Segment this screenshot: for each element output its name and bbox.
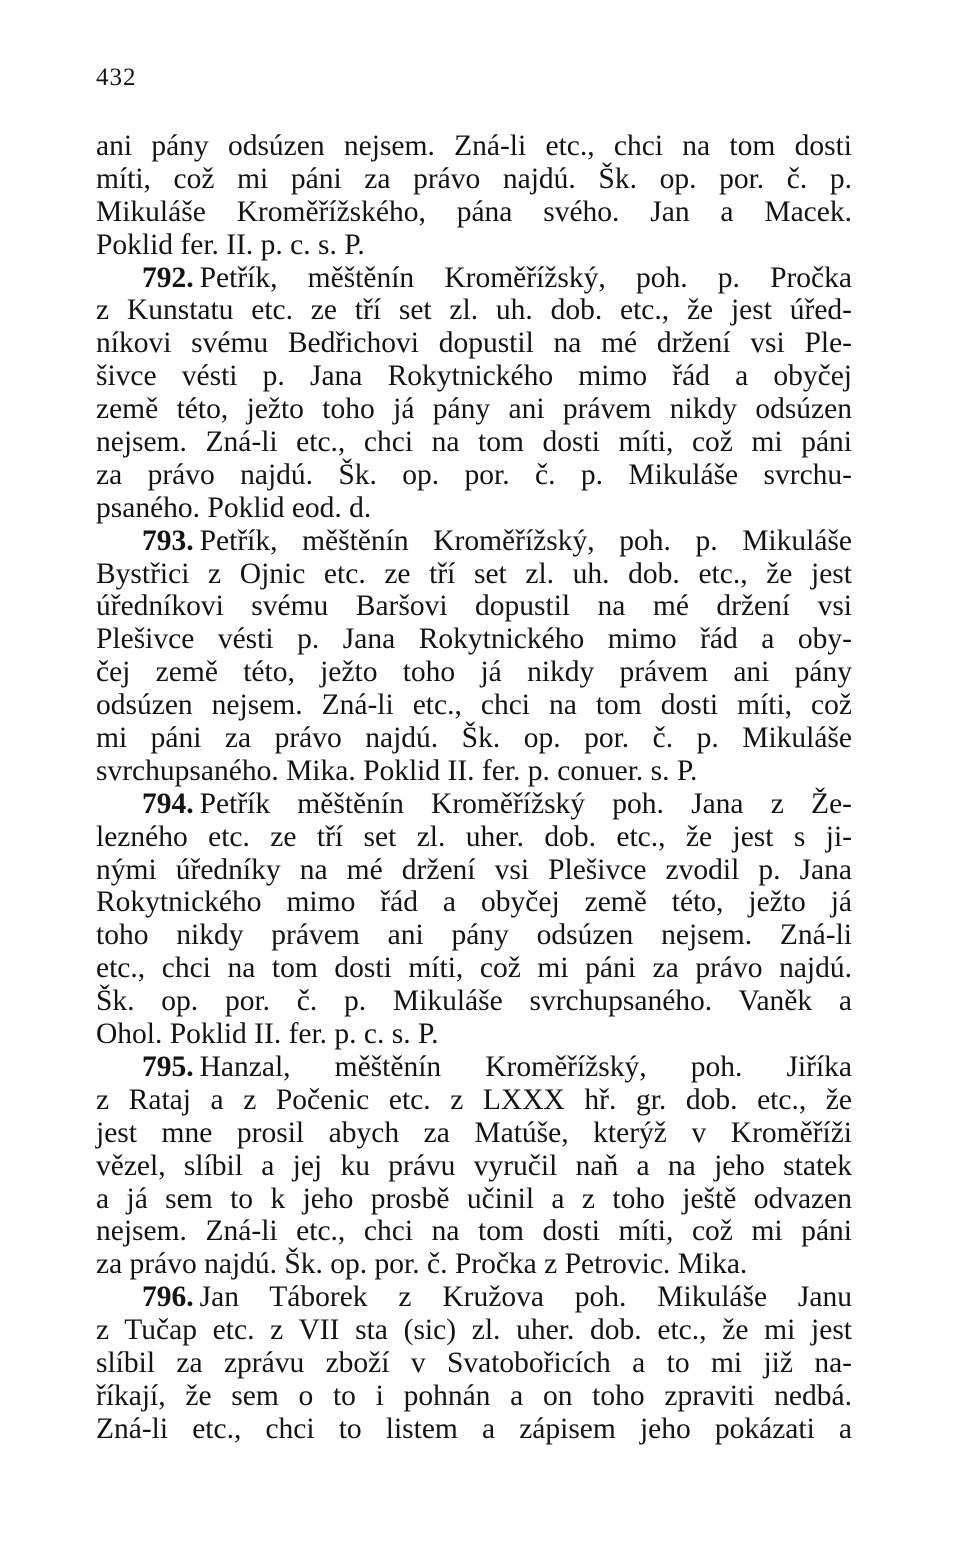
text-line [96, 1248, 852, 1281]
line-text: Hanzal, měštěnín Kroměřížský, poh. Jiříka [199, 1050, 852, 1083]
text-line [96, 623, 852, 656]
text-line [96, 1215, 852, 1248]
line-text: ani pány odsúzen nejsem. Zná-li etc., chci na tom dosti [96, 130, 852, 162]
text-line [96, 459, 852, 492]
line-text: slíbil za zprávu zboží v Svatobořicích a to mi již na- [96, 1346, 852, 1379]
text-line [96, 656, 852, 689]
entry-number: 792. [142, 261, 194, 294]
line-text: svrchupsaného. Mika. Poklid II. fer. p. conuer. s. P. [96, 754, 698, 787]
text-line [96, 360, 852, 393]
line-text: jest mne prosil abych za Matúše, kterýž v Kroměříži [96, 1116, 852, 1149]
text-line [96, 1084, 852, 1117]
text-line [96, 229, 852, 262]
entry-number: 795. [142, 1050, 194, 1083]
line-text: toho nikdy právem ani pány odsúzen nejsem. Zná-li [96, 919, 852, 952]
text-line [96, 1314, 852, 1347]
text-line [96, 492, 852, 525]
entry-start-line [96, 788, 852, 821]
line-text: nými úředníky na mé držení vsi Plešivce zvodil p. Jana [96, 853, 852, 886]
line-text: z Kunstatu etc. ze tří set zl. uh. dob. etc., že jest úřed- [96, 294, 852, 327]
line-text: Mikuláše Kroměřížského, pána svého. Jan a Macek. [96, 195, 852, 228]
line-text: lezného etc. ze tří set zl. uher. dob. etc., že jest s ji- [96, 820, 852, 853]
line-text: za právo najdú. Šk. op. por. č. p. Mikuláše svrchu- [96, 458, 852, 491]
text-line [96, 1183, 852, 1216]
line-text: Jan Táborek z Kružova poh. Mikuláše Janu [199, 1281, 852, 1314]
text-line [96, 1347, 852, 1380]
text-line [96, 854, 852, 887]
line-text: mi páni za právo najdú. Šk. op. por. č. p. Mikuláše [96, 722, 852, 755]
line-text: Poklid fer. II. p. c. s. P. [96, 228, 365, 261]
line-text: Petřík, měštěnín Kroměřížský, poh. p. Pročka [199, 261, 852, 294]
line-text: Šk. op. por. č. p. Mikuláše svrchupsaného. Vaněk a [96, 985, 852, 1018]
line-text: Bystřici z Ojnic etc. ze tří set zl. uh. dob. etc., že jest [96, 557, 852, 590]
line-text: vězel, slíbil a jej ku právu vyručil naň a na jeho statek [96, 1149, 852, 1182]
entry-start-line [96, 262, 852, 295]
text-line [96, 294, 852, 327]
line-text: úředníkovi svému Baršovi dopustil na mé držení vsi [96, 590, 852, 623]
line-text: míti, což mi páni za právo najdú. Šk. op. por. č. p. [96, 162, 852, 195]
text-line [96, 163, 852, 196]
text-line [96, 821, 852, 854]
entry-number: 796. [142, 1281, 194, 1314]
text-line [96, 558, 852, 591]
line-text: etc., chci na tom dosti míti, což mi páni za právo najdú. [96, 952, 852, 985]
text-line [96, 327, 852, 360]
line-text: Petřík, měštěnín Kroměřížský, poh. p. Mikuláše [199, 524, 852, 557]
text-line [96, 722, 852, 755]
text-line [96, 1150, 852, 1183]
text-line [96, 886, 852, 919]
line-text: čej země této, ježto toho já nikdy právem ani pány [96, 656, 852, 689]
line-text: z Rataj a z Počenic etc. z LXXX hř. gr. dob. etc., že [96, 1083, 852, 1116]
line-text: říkají, že sem o to i pohnán a on toho zpraviti nedbá. [96, 1379, 852, 1412]
text-line [96, 952, 852, 985]
text-line [96, 689, 852, 722]
line-text: Petřík měštěnín Kroměřížský poh. Jana z Že- [199, 787, 852, 820]
line-text: z Tučap etc. z VII sta (sic) zl. uher. dob. etc., že mi jest [96, 1314, 852, 1347]
line-text: psaného. Poklid eod. d. [96, 491, 372, 524]
entry-number: 794. [142, 787, 194, 820]
line-text: níkovi svému Bedřichovi dopustil na mé držení vsi Ple- [96, 327, 852, 360]
text-line [96, 1018, 852, 1051]
text-line [96, 393, 852, 426]
text-line [96, 1117, 852, 1150]
line-text: Ohol. Poklid II. fer. p. c. s. P. [96, 1018, 439, 1051]
line-text: šivce vésti p. Jana Rokytnického mimo řád a obyčej [96, 360, 852, 393]
line-text: za právo najdú. Šk. op. por. č. Pročka z Petrovic. Mika. [96, 1248, 748, 1281]
line-text: nejsem. Zná-li etc., chci na tom dosti míti, což mi páni [96, 426, 852, 459]
text-line [96, 985, 852, 1018]
text-line [96, 755, 852, 788]
text-line [96, 919, 852, 952]
text-line [96, 1380, 852, 1413]
page-number: 432 [96, 64, 137, 91]
body-text [96, 130, 852, 1446]
line-text: země této, ježto toho já pány ani právem nikdy odsúzen [96, 393, 852, 426]
text-line [96, 196, 852, 229]
text-line [96, 426, 852, 459]
line-text: a já sem to k jeho prosbě učinil a z toho ještě odvazen [96, 1182, 852, 1215]
text-line [96, 130, 852, 163]
line-text: Zná-li etc., chci to listem a zápisem jeho pokázati a [96, 1412, 852, 1445]
line-text: nejsem. Zná-li etc., chci na tom dosti míti, což mi páni [96, 1215, 852, 1248]
text-line [96, 1413, 852, 1446]
entry-start-line [96, 525, 852, 558]
line-text: Plešivce vésti p. Jana Rokytnického mimo řád a oby- [96, 623, 852, 656]
entry-start-line [96, 1051, 852, 1084]
line-text: Rokytnického mimo řád a obyčej země této, ježto já [96, 886, 852, 919]
text-line [96, 590, 852, 623]
entry-start-line [96, 1281, 852, 1314]
line-text: odsúzen nejsem. Zná-li etc., chci na tom dosti míti, což [96, 689, 852, 722]
entry-number: 793. [142, 524, 194, 557]
